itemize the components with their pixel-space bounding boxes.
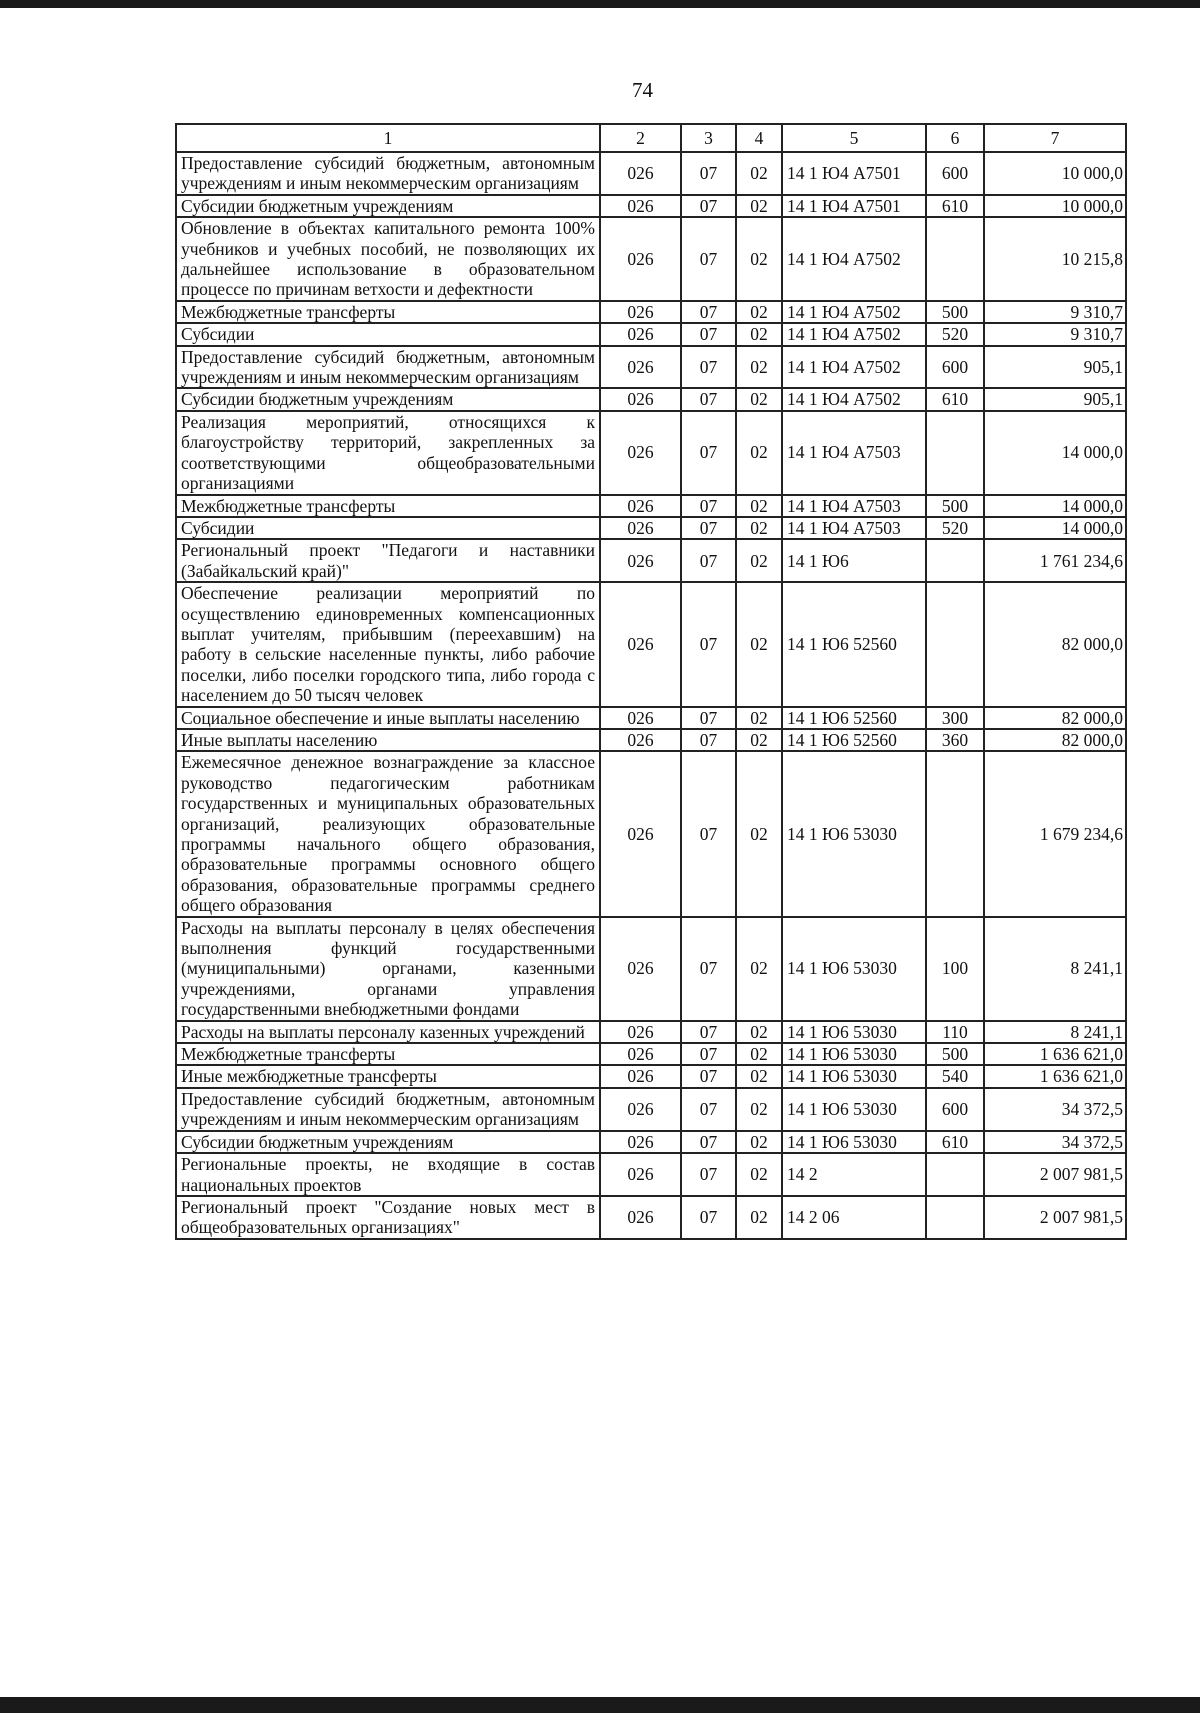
target-article-cell: 14 1 Ю4 А7502 — [782, 346, 926, 389]
ministry-code-cell: 026 — [600, 539, 681, 582]
amount-cell: 1 636 621,0 — [984, 1065, 1126, 1087]
table-row — [176, 411, 1126, 495]
table-row — [176, 707, 1126, 729]
subsection-code-cell: 02 — [736, 539, 782, 582]
ministry-code-cell: 026 — [600, 152, 681, 195]
budget-table — [175, 123, 1127, 1240]
section-code-cell: 07 — [681, 388, 736, 410]
section-code-cell: 07 — [681, 1131, 736, 1153]
row-name-cell: Иные выплаты населению — [176, 729, 600, 751]
section-code-cell: 07 — [681, 1065, 736, 1087]
table-row — [176, 323, 1126, 345]
subsection-code-cell: 02 — [736, 1196, 782, 1239]
table-row — [176, 729, 1126, 751]
section-code-cell: 07 — [681, 495, 736, 517]
expense-type-cell: 600 — [926, 1088, 984, 1131]
subsection-code-cell: 02 — [736, 751, 782, 916]
row-name-cell: Социальное обеспечение и иные выплаты населению — [176, 707, 600, 729]
section-code-cell: 07 — [681, 751, 736, 916]
table-row — [176, 1065, 1126, 1087]
table-row — [176, 1131, 1126, 1153]
row-name-cell: Расходы на выплаты персоналу в целях обеспечения выполнения функций государственными (муниципальными) органами, казенными учреждениями, органами управления государственными внебюджетными фондами — [176, 917, 600, 1021]
expense-type-cell: 100 — [926, 917, 984, 1021]
row-name-cell: Предоставление субсидий бюджетным, автономным учреждениям и иным некоммерческим организациям — [176, 152, 600, 195]
ministry-code-cell: 026 — [600, 1088, 681, 1131]
table-row — [176, 1088, 1126, 1131]
scan-bottom-border — [0, 1697, 1200, 1713]
section-code-cell: 07 — [681, 346, 736, 389]
target-article-cell: 14 1 Ю4 А7501 — [782, 152, 926, 195]
target-article-cell: 14 1 Ю6 52560 — [782, 729, 926, 751]
section-code-cell: 07 — [681, 1088, 736, 1131]
subsection-code-cell: 02 — [736, 1065, 782, 1087]
ministry-code-cell: 026 — [600, 1021, 681, 1043]
subsection-code-cell: 02 — [736, 1043, 782, 1065]
amount-cell: 14 000,0 — [984, 495, 1126, 517]
amount-cell: 34 372,5 — [984, 1131, 1126, 1153]
expense-type-cell: 600 — [926, 152, 984, 195]
amount-cell: 10 000,0 — [984, 195, 1126, 217]
section-code-cell: 07 — [681, 1043, 736, 1065]
row-name-cell: Ежемесячное денежное вознаграждение за классное руководство педагогическим работникам государственных и муниципальных образовательных организаций, реализующих образовательные программы начального общего образования, образовательные программы основного общего образования, образовательные программы среднего общего образования — [176, 751, 600, 916]
amount-cell: 905,1 — [984, 346, 1126, 389]
column-header: 4 — [736, 124, 782, 152]
section-code-cell: 07 — [681, 582, 736, 706]
ministry-code-cell: 026 — [600, 301, 681, 323]
column-header: 3 — [681, 124, 736, 152]
table-header-row — [176, 124, 1126, 152]
ministry-code-cell: 026 — [600, 388, 681, 410]
section-code-cell: 07 — [681, 729, 736, 751]
amount-cell: 9 310,7 — [984, 301, 1126, 323]
amount-cell: 1 679 234,6 — [984, 751, 1126, 916]
ministry-code-cell: 026 — [600, 1043, 681, 1065]
row-name-cell: Субсидии — [176, 517, 600, 539]
section-code-cell: 07 — [681, 1021, 736, 1043]
row-name-cell: Межбюджетные трансферты — [176, 495, 600, 517]
ministry-code-cell: 026 — [600, 323, 681, 345]
target-article-cell: 14 1 Ю4 А7502 — [782, 323, 926, 345]
target-article-cell: 14 1 Ю6 53030 — [782, 1043, 926, 1065]
subsection-code-cell: 02 — [736, 346, 782, 389]
expense-type-cell: 500 — [926, 1043, 984, 1065]
amount-cell: 905,1 — [984, 388, 1126, 410]
table-row — [176, 1021, 1126, 1043]
section-code-cell: 07 — [681, 217, 736, 301]
amount-cell: 10 215,8 — [984, 217, 1126, 301]
expense-type-cell: 300 — [926, 707, 984, 729]
subsection-code-cell: 02 — [736, 1131, 782, 1153]
section-code-cell: 07 — [681, 917, 736, 1021]
expense-type-cell — [926, 751, 984, 916]
amount-cell: 9 310,7 — [984, 323, 1126, 345]
row-name-cell: Расходы на выплаты персоналу казенных учреждений — [176, 1021, 600, 1043]
row-name-cell: Региональные проекты, не входящие в состав национальных проектов — [176, 1153, 600, 1196]
table-row — [176, 195, 1126, 217]
expense-type-cell: 520 — [926, 517, 984, 539]
target-article-cell: 14 1 Ю4 А7503 — [782, 517, 926, 539]
target-article-cell: 14 1 Ю4 А7502 — [782, 388, 926, 410]
expense-type-cell: 500 — [926, 301, 984, 323]
target-article-cell: 14 1 Ю6 53030 — [782, 1131, 926, 1153]
subsection-code-cell: 02 — [736, 517, 782, 539]
expense-type-cell — [926, 539, 984, 582]
ministry-code-cell: 026 — [600, 1131, 681, 1153]
amount-cell: 82 000,0 — [984, 729, 1126, 751]
target-article-cell: 14 1 Ю6 53030 — [782, 1088, 926, 1131]
target-article-cell: 14 1 Ю6 53030 — [782, 751, 926, 916]
table-row — [176, 1043, 1126, 1065]
amount-cell: 82 000,0 — [984, 707, 1126, 729]
table-row — [176, 388, 1126, 410]
table-row — [176, 917, 1126, 1021]
amount-cell: 8 241,1 — [984, 1021, 1126, 1043]
expense-type-cell: 540 — [926, 1065, 984, 1087]
column-header: 1 — [176, 124, 600, 152]
ministry-code-cell: 026 — [600, 582, 681, 706]
target-article-cell: 14 2 — [782, 1153, 926, 1196]
ministry-code-cell: 026 — [600, 1065, 681, 1087]
target-article-cell: 14 2 06 — [782, 1196, 926, 1239]
page-number: 74 — [632, 78, 653, 102]
target-article-cell: 14 1 Ю4 А7503 — [782, 411, 926, 495]
column-header: 5 — [782, 124, 926, 152]
expense-type-cell: 610 — [926, 388, 984, 410]
table-row — [176, 152, 1126, 195]
row-name-cell: Обеспечение реализации мероприятий по осуществлению единовременных компенсационных выплат учителям, прибывшим (переехавшим) на работу в сельские населенные пункты, либо рабочие поселки, либо поселки городского типа, либо города с населением до 50 тысяч человек — [176, 582, 600, 706]
amount-cell: 10 000,0 — [984, 152, 1126, 195]
subsection-code-cell: 02 — [736, 152, 782, 195]
amount-cell: 14 000,0 — [984, 411, 1126, 495]
table-row — [176, 751, 1126, 916]
target-article-cell: 14 1 Ю4 А7501 — [782, 195, 926, 217]
table-row — [176, 517, 1126, 539]
subsection-code-cell: 02 — [736, 301, 782, 323]
section-code-cell: 07 — [681, 195, 736, 217]
row-name-cell: Региональный проект "Создание новых мест в общеобразовательных организациях" — [176, 1196, 600, 1239]
subsection-code-cell: 02 — [736, 195, 782, 217]
amount-cell: 82 000,0 — [984, 582, 1126, 706]
row-name-cell: Субсидии бюджетным учреждениям — [176, 388, 600, 410]
subsection-code-cell: 02 — [736, 1153, 782, 1196]
ministry-code-cell: 026 — [600, 707, 681, 729]
section-code-cell: 07 — [681, 1153, 736, 1196]
amount-cell: 8 241,1 — [984, 917, 1126, 1021]
table-row — [176, 582, 1126, 706]
table-row — [176, 539, 1126, 582]
table-row — [176, 301, 1126, 323]
section-code-cell: 07 — [681, 301, 736, 323]
row-name-cell: Реализация мероприятий, относящихся к благоустройству территорий, закрепленных за соответствующими общеобразовательными организациями — [176, 411, 600, 495]
expense-type-cell: 600 — [926, 346, 984, 389]
target-article-cell: 14 1 Ю6 53030 — [782, 1021, 926, 1043]
column-header: 7 — [984, 124, 1126, 152]
subsection-code-cell: 02 — [736, 582, 782, 706]
row-name-cell: Субсидии бюджетным учреждениям — [176, 1131, 600, 1153]
amount-cell: 2 007 981,5 — [984, 1196, 1126, 1239]
expense-type-cell: 500 — [926, 495, 984, 517]
section-code-cell: 07 — [681, 1196, 736, 1239]
column-header: 6 — [926, 124, 984, 152]
row-name-cell: Обновление в объектах капитального ремонта 100% учебников и учебных пособий, не позволяющих их дальнейшее использование в образовательном процессе по причинам ветхости и дефектности — [176, 217, 600, 301]
row-name-cell: Межбюджетные трансферты — [176, 1043, 600, 1065]
amount-cell: 14 000,0 — [984, 517, 1126, 539]
target-article-cell: 14 1 Ю6 — [782, 539, 926, 582]
subsection-code-cell: 02 — [736, 323, 782, 345]
ministry-code-cell: 026 — [600, 751, 681, 916]
target-article-cell: 14 1 Ю4 А7502 — [782, 217, 926, 301]
expense-type-cell: 520 — [926, 323, 984, 345]
section-code-cell: 07 — [681, 707, 736, 729]
section-code-cell: 07 — [681, 152, 736, 195]
table-row — [176, 346, 1126, 389]
row-name-cell: Предоставление субсидий бюджетным, автономным учреждениям и иным некоммерческим организациям — [176, 1088, 600, 1131]
row-name-cell: Межбюджетные трансферты — [176, 301, 600, 323]
amount-cell: 2 007 981,5 — [984, 1153, 1126, 1196]
amount-cell: 1 636 621,0 — [984, 1043, 1126, 1065]
table-row — [176, 1196, 1126, 1239]
ministry-code-cell: 026 — [600, 729, 681, 751]
row-name-cell: Субсидии — [176, 323, 600, 345]
amount-cell: 1 761 234,6 — [984, 539, 1126, 582]
section-code-cell: 07 — [681, 517, 736, 539]
table-row — [176, 1153, 1126, 1196]
table-row — [176, 217, 1126, 301]
target-article-cell: 14 1 Ю6 52560 — [782, 707, 926, 729]
expense-type-cell: 610 — [926, 195, 984, 217]
ministry-code-cell: 026 — [600, 917, 681, 1021]
table-row — [176, 495, 1126, 517]
ministry-code-cell: 026 — [600, 217, 681, 301]
ministry-code-cell: 026 — [600, 411, 681, 495]
row-name-cell: Региональный проект "Педагоги и наставники (Забайкальский край)" — [176, 539, 600, 582]
expense-type-cell — [926, 1196, 984, 1239]
subsection-code-cell: 02 — [736, 411, 782, 495]
expense-type-cell — [926, 411, 984, 495]
ministry-code-cell: 026 — [600, 1153, 681, 1196]
subsection-code-cell: 02 — [736, 388, 782, 410]
subsection-code-cell: 02 — [736, 707, 782, 729]
subsection-code-cell: 02 — [736, 729, 782, 751]
column-header: 2 — [600, 124, 681, 152]
subsection-code-cell: 02 — [736, 1021, 782, 1043]
ministry-code-cell: 026 — [600, 517, 681, 539]
section-code-cell: 07 — [681, 539, 736, 582]
row-name-cell: Субсидии бюджетным учреждениям — [176, 195, 600, 217]
amount-cell: 34 372,5 — [984, 1088, 1126, 1131]
subsection-code-cell: 02 — [736, 495, 782, 517]
ministry-code-cell: 026 — [600, 495, 681, 517]
target-article-cell: 14 1 Ю6 52560 — [782, 582, 926, 706]
ministry-code-cell: 026 — [600, 195, 681, 217]
scan-top-border — [0, 0, 1200, 8]
section-code-cell: 07 — [681, 411, 736, 495]
section-code-cell: 07 — [681, 323, 736, 345]
expense-type-cell — [926, 582, 984, 706]
target-article-cell: 14 1 Ю4 А7503 — [782, 495, 926, 517]
expense-type-cell — [926, 1153, 984, 1196]
ministry-code-cell: 026 — [600, 346, 681, 389]
expense-type-cell: 110 — [926, 1021, 984, 1043]
expense-type-cell: 360 — [926, 729, 984, 751]
expense-type-cell: 610 — [926, 1131, 984, 1153]
expense-type-cell — [926, 217, 984, 301]
target-article-cell: 14 1 Ю6 53030 — [782, 1065, 926, 1087]
row-name-cell: Иные межбюджетные трансферты — [176, 1065, 600, 1087]
target-article-cell: 14 1 Ю6 53030 — [782, 917, 926, 1021]
ministry-code-cell: 026 — [600, 1196, 681, 1239]
target-article-cell: 14 1 Ю4 А7502 — [782, 301, 926, 323]
subsection-code-cell: 02 — [736, 217, 782, 301]
row-name-cell: Предоставление субсидий бюджетным, автономным учреждениям и иным некоммерческим организациям — [176, 346, 600, 389]
subsection-code-cell: 02 — [736, 917, 782, 1021]
subsection-code-cell: 02 — [736, 1088, 782, 1131]
